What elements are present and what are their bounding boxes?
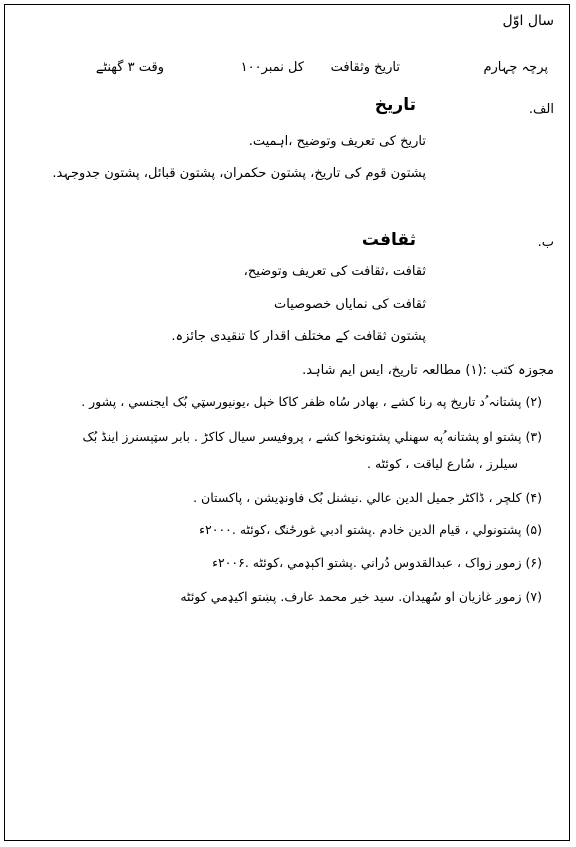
time-label: وقت ۳ گھنٹے: [95, 60, 164, 75]
section-b-line-1: ثقافت ،ثقافت کی تعریف وتوضیح،: [243, 264, 426, 279]
book-item-6: (۶) زموږ زواک ، عبدالقدوس دُراني .پشتو اکېډمي ،کوئٹه .۲۰۰۶ء: [212, 555, 542, 570]
books-heading: مجوزہ کتب :(۱) مطالعہ تاریخ، ایس ایم شاہد.: [302, 363, 554, 378]
book-item-4: (۴) کلچر ، ڈاکٹر جمیل الدین عالي .نیشنل بُک فاونډیشن ، پاکستان .: [193, 490, 542, 505]
book-item-7: (۷) زموږ غازیان او سُهیدان. سید خیر محمد عارف. پښتو اکیډمي کوئٹه: [180, 589, 542, 604]
book-item-3: (۳) پشتو او پشتانه ُپه سهنلي پشتونخوا کشے ، پروفیسر سیال کاکڑ . بابر سټېسنرز اینڈ بُک: [82, 429, 542, 444]
section-b-line-2: ثقافت کی نمایاں خصوصیات: [274, 297, 426, 312]
subject-label: تاریخ وثقافت: [330, 60, 400, 75]
section-b-line-3: پشتون ثقافت کے مختلف اقدار کا تنقیدی جائزہ.: [171, 329, 426, 344]
section-b-marker: ب.: [537, 235, 554, 250]
book-item-2: (۲) پشتانہ ُد تاریخ په رنا کشے ، بهادر سُاه ظفر کاکا خېل ،یونیورسټي بُک ایجنسي ، پشور .: [81, 394, 542, 409]
total-marks-label: کل نمبر۱۰۰: [240, 60, 304, 75]
section-a-line-2: پشتون قوم کی تاریخ، پشتون حکمران، پشتون قبائل، پشتون جدوجہد.: [52, 166, 426, 181]
paper-label: پرچہ چہارم: [483, 60, 548, 75]
section-a-title: تاریخ: [374, 95, 416, 115]
section-a-line-1: تاریخ کی تعریف وتوضیح ،اہمیت.: [248, 134, 426, 149]
book-item-3-continued: سیلرز ، سُارع لیاقت ، کوئٹه .: [367, 456, 518, 471]
section-a-marker: الف.: [528, 102, 554, 117]
section-b-title: ثقافت: [361, 230, 416, 250]
year-label: سال اوّل: [502, 13, 554, 29]
page-border: [4, 4, 570, 841]
book-item-5: (۵) پشتونولي ، قیام الدین خادم .پشتو ادبي غورځنګ ،کوئٹه .۲۰۰۰ء: [199, 522, 542, 537]
